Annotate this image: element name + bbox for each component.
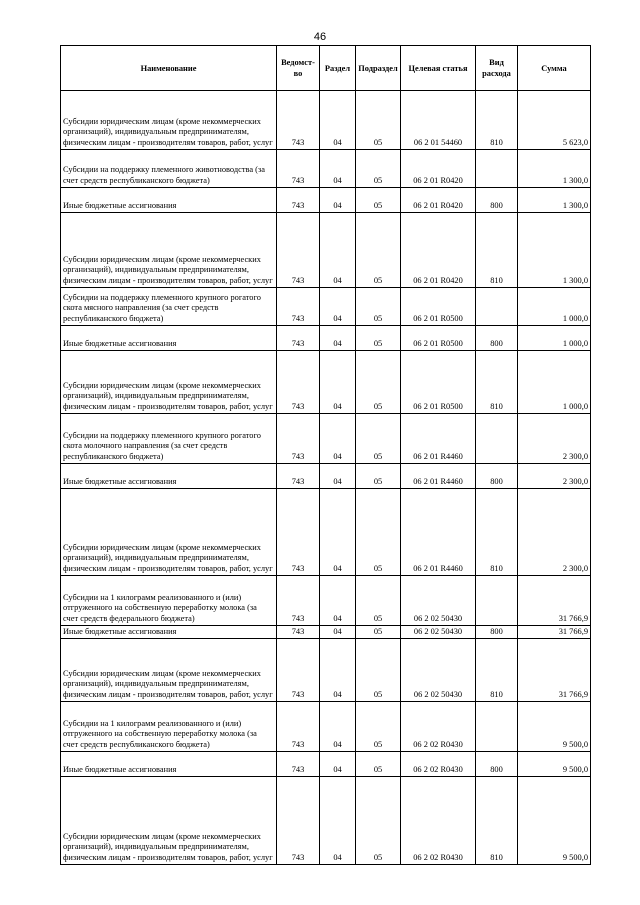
row-target: 06 2 01 R0500 [401, 288, 476, 326]
row-dept: 743 [277, 752, 320, 777]
row-subsection: 05 [356, 777, 401, 865]
row-section: 04 [320, 464, 356, 489]
row-dept: 743 [277, 464, 320, 489]
row-sum: 1 300,0 [518, 150, 591, 188]
row-subsection: 05 [356, 576, 401, 626]
row-dept: 743 [277, 150, 320, 188]
table-body [61, 91, 591, 865]
row-sum: 2 300,0 [518, 464, 591, 489]
row-target: 06 2 01 R4460 [401, 414, 476, 464]
row-dept: 743 [277, 288, 320, 326]
row-section: 04 [320, 188, 356, 213]
row-name: Субсидии на поддержку племенного крупного рогатого скота мясного направления (за счет средств республиканского бюджета) [61, 288, 277, 326]
row-expense-type: 800 [476, 626, 518, 639]
row-dept: 743 [277, 702, 320, 752]
row-name: Иные бюджетные ассигнования [61, 626, 277, 639]
row-section: 04 [320, 213, 356, 288]
row-expense-type: 810 [476, 639, 518, 702]
row-section: 04 [320, 288, 356, 326]
row-name: Субсидии на 1 килограмм реализованного и (или) отгруженного на собственную переработку молока (за счет средств федерального бюджета) [61, 576, 277, 626]
row-target: 06 2 02 R0430 [401, 752, 476, 777]
row-subsection: 05 [356, 639, 401, 702]
row-name: Иные бюджетные ассигнования [61, 326, 277, 351]
budget-table [60, 45, 591, 865]
table-row [61, 150, 591, 188]
row-target: 06 2 02 R0430 [401, 777, 476, 865]
row-section: 04 [320, 150, 356, 188]
table-row [61, 188, 591, 213]
row-sum: 9 500,0 [518, 702, 591, 752]
row-expense-type: 800 [476, 752, 518, 777]
row-dept: 743 [277, 326, 320, 351]
row-subsection: 05 [356, 288, 401, 326]
row-name: Субсидии юридическим лицам (кроме некоммерческих организаций), индивидуальным предпринимателям, физическим лицам - производителям товаров, работ, услуг [61, 91, 277, 150]
row-sum: 31 766,9 [518, 626, 591, 639]
row-sum: 5 623,0 [518, 91, 591, 150]
table-row [61, 702, 591, 752]
row-dept: 743 [277, 414, 320, 464]
row-subsection: 05 [356, 464, 401, 489]
header-dept: Ведомст-во [277, 46, 320, 91]
header-section: Раздел [320, 46, 356, 91]
row-sum: 9 500,0 [518, 777, 591, 865]
row-name: Иные бюджетные ассигнования [61, 752, 277, 777]
table-row [61, 576, 591, 626]
row-section: 04 [320, 702, 356, 752]
row-sum: 1 000,0 [518, 326, 591, 351]
row-target: 06 2 01 R0500 [401, 326, 476, 351]
table-row [61, 626, 591, 639]
row-name: Субсидии юридическим лицам (кроме некоммерческих организаций), индивидуальным предпринимателям, физическим лицам - производителям товаров, работ, услуг [61, 489, 277, 576]
row-expense-type [476, 414, 518, 464]
row-name: Субсидии на поддержку племенного животноводства (за счет средств республиканского бюджета) [61, 150, 277, 188]
row-name: Субсидии юридическим лицам (кроме некоммерческих организаций), индивидуальным предпринимателям, физическим лицам - производителям товаров, работ, услуг [61, 777, 277, 865]
row-dept: 743 [277, 188, 320, 213]
table-row [61, 326, 591, 351]
row-expense-type: 810 [476, 351, 518, 414]
row-section: 04 [320, 414, 356, 464]
row-subsection: 05 [356, 326, 401, 351]
header-subsection: Подраздел [356, 46, 401, 91]
row-sum: 2 300,0 [518, 414, 591, 464]
row-sum: 1 000,0 [518, 351, 591, 414]
row-dept: 743 [277, 576, 320, 626]
row-name: Иные бюджетные ассигнования [61, 188, 277, 213]
row-target: 06 2 01 R4460 [401, 489, 476, 576]
row-target: 06 2 01 R0500 [401, 351, 476, 414]
header-sum: Сумма [518, 46, 591, 91]
row-name: Субсидии юридическим лицам (кроме некоммерческих организаций), индивидуальным предпринимателям, физическим лицам - производителям товаров, работ, услуг [61, 213, 277, 288]
table-row [61, 777, 591, 865]
row-dept: 743 [277, 351, 320, 414]
row-subsection: 05 [356, 414, 401, 464]
row-dept: 743 [277, 777, 320, 865]
row-target: 06 2 01 R0420 [401, 188, 476, 213]
row-target: 06 2 01 R0420 [401, 150, 476, 188]
row-section: 04 [320, 489, 356, 576]
row-target: 06 2 02 50430 [401, 576, 476, 626]
row-sum: 1 000,0 [518, 288, 591, 326]
row-name: Иные бюджетные ассигнования [61, 464, 277, 489]
row-subsection: 05 [356, 91, 401, 150]
row-dept: 743 [277, 639, 320, 702]
table-row [61, 639, 591, 702]
row-expense-type [476, 702, 518, 752]
row-expense-type: 810 [476, 489, 518, 576]
row-expense-type: 800 [476, 464, 518, 489]
row-dept: 743 [277, 626, 320, 639]
row-subsection: 05 [356, 489, 401, 576]
row-sum: 2 300,0 [518, 489, 591, 576]
header-target: Целевая статья [401, 46, 476, 91]
row-section: 04 [320, 576, 356, 626]
page-number: 46 [313, 31, 327, 43]
row-target: 06 2 02 50430 [401, 626, 476, 639]
row-subsection: 05 [356, 752, 401, 777]
table-row [61, 489, 591, 576]
row-sum: 1 300,0 [518, 188, 591, 213]
row-subsection: 05 [356, 213, 401, 288]
row-section: 04 [320, 752, 356, 777]
row-name: Субсидии юридическим лицам (кроме некоммерческих организаций), индивидуальным предпринимателям, физическим лицам - производителям товаров, работ, услуг [61, 639, 277, 702]
row-name: Субсидии на поддержку племенного крупного рогатого скота молочного направления (за счет средств республиканского бюджета) [61, 414, 277, 464]
row-expense-type: 810 [476, 777, 518, 865]
table-row [61, 288, 591, 326]
row-expense-type [476, 576, 518, 626]
row-target: 06 2 02 R0430 [401, 702, 476, 752]
row-section: 04 [320, 91, 356, 150]
header-expense-type: Вид расхода [476, 46, 518, 91]
table-header-row [61, 46, 591, 91]
header-name: Наименование [61, 46, 277, 91]
row-target: 06 2 01 54460 [401, 91, 476, 150]
row-expense-type: 800 [476, 326, 518, 351]
row-name: Субсидии юридическим лицам (кроме некоммерческих организаций), индивидуальным предпринимателям, физическим лицам - производителям товаров, работ, услуг [61, 351, 277, 414]
row-section: 04 [320, 326, 356, 351]
row-target: 06 2 01 R0420 [401, 213, 476, 288]
table-row [61, 213, 591, 288]
row-expense-type [476, 150, 518, 188]
row-expense-type: 800 [476, 188, 518, 213]
table-row [61, 414, 591, 464]
row-dept: 743 [277, 91, 320, 150]
row-sum: 1 300,0 [518, 213, 591, 288]
row-subsection: 05 [356, 188, 401, 213]
row-sum: 9 500,0 [518, 752, 591, 777]
row-section: 04 [320, 626, 356, 639]
table-row [61, 91, 591, 150]
row-dept: 743 [277, 489, 320, 576]
row-target: 06 2 01 R4460 [401, 464, 476, 489]
row-subsection: 05 [356, 626, 401, 639]
row-subsection: 05 [356, 351, 401, 414]
row-expense-type: 810 [476, 91, 518, 150]
row-sum: 31 766,9 [518, 576, 591, 626]
table-row [61, 752, 591, 777]
row-subsection: 05 [356, 150, 401, 188]
row-sum: 31 766,9 [518, 639, 591, 702]
row-target: 06 2 02 50430 [401, 639, 476, 702]
row-section: 04 [320, 639, 356, 702]
row-name: Субсидии на 1 килограмм реализованного и (или) отгруженного на собственную переработку молока (за счет средств республиканского бюджета) [61, 702, 277, 752]
row-section: 04 [320, 351, 356, 414]
table-row [61, 464, 591, 489]
row-expense-type: 810 [476, 213, 518, 288]
row-expense-type [476, 288, 518, 326]
row-section: 04 [320, 777, 356, 865]
row-dept: 743 [277, 213, 320, 288]
row-subsection: 05 [356, 702, 401, 752]
table-row [61, 351, 591, 414]
